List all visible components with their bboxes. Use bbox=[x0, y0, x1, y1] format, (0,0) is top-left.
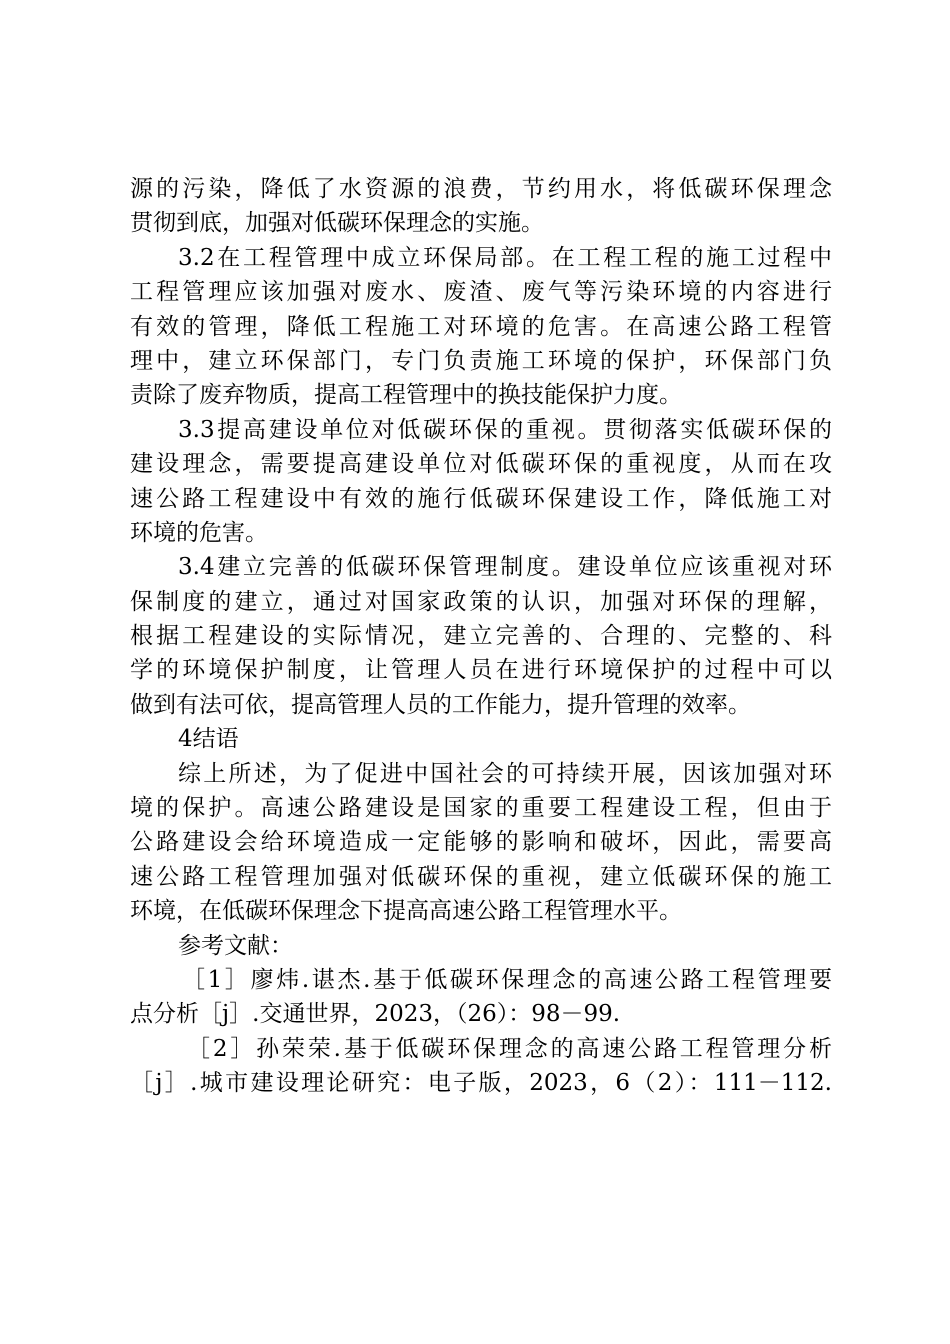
text-line: 根据工程建设的实际情况，建立完善的、合理的、完整的、科 bbox=[130, 623, 832, 650]
text-line: 有效的管理，降低工程施工对环境的危害。在高速公路工程管 bbox=[130, 313, 832, 340]
text-line: 参考文献： bbox=[178, 932, 293, 959]
text-line: 3.2在工程管理中成立环保局部。在工程工程的施工过程中 bbox=[178, 244, 832, 271]
text-line: 环境的危害。 bbox=[130, 519, 268, 546]
reference-item-2 bbox=[130, 1032, 832, 1101]
text-line: 综上所述，为了促进中国社会的可持续开展，因该加强对环 bbox=[178, 760, 832, 787]
text-line: 环境，在低碳环保理念下提高高速公路工程管理水平。 bbox=[130, 898, 682, 925]
text-line: 速公路工程建设中有效的施行低碳环保建设工作，降低施工对 bbox=[130, 485, 832, 512]
text-line: ［j］.城市建设理论研究：电子版，2023，6（2）：111－112. bbox=[130, 1070, 832, 1097]
text-line: ［2］孙荣荣.基于低碳环保理念的高速公路工程管理分析 bbox=[187, 1035, 832, 1062]
text-line: 做到有法可依，提高管理人员的工作能力，提升管理的效率。 bbox=[130, 691, 751, 718]
paragraph-section-3-2 bbox=[130, 241, 832, 413]
text-line: 贯彻到底，加强对低碳环保理念的实施。 bbox=[130, 210, 544, 237]
paragraph-water bbox=[130, 172, 832, 241]
text-line: 保制度的建立，通过对国家政策的认识，加强对环保的理解， bbox=[130, 588, 832, 615]
text-line: 公路建设会给环境造成一定能够的影响和破坏，因此，需要高 bbox=[130, 829, 832, 856]
text-line: 建设理念，需要提高建设单位对低碳环保的重视度，从而在攻 bbox=[130, 451, 832, 478]
text-line: 境的保护。高速公路建设是国家的重要工程建设工程，但由于 bbox=[130, 795, 832, 822]
reference-item-1 bbox=[130, 963, 832, 1032]
text-line: 点分析［j］.交通世界，2023，（26）：98－99. bbox=[130, 1001, 621, 1028]
section-heading-conclusion bbox=[130, 722, 832, 756]
text-line: 3.4建立完善的低碳环保管理制度。建设单位应该重视对环 bbox=[178, 554, 832, 581]
text-line: 4结语 bbox=[178, 726, 239, 753]
text-line: 责除了废弃物质，提高工程管理中的换技能保护力度。 bbox=[130, 382, 682, 409]
paragraph-section-3-4 bbox=[130, 550, 832, 722]
text-line: 学的环境保护制度，让管理人员在进行环境保护的过程中可以 bbox=[130, 657, 832, 684]
text-line: 速公路工程管理加强对低碳环保的重视，建立低碳环保的施工 bbox=[130, 863, 832, 890]
text-line: 3.3提高建设单位对低碳环保的重视。贯彻落实低碳环保的 bbox=[178, 416, 832, 443]
section-heading-references bbox=[130, 929, 832, 963]
text-line: ［1］廖炜.谌杰.基于低碳环保理念的高速公路工程管理要 bbox=[182, 966, 832, 993]
text-line: 源的污染，降低了水资源的浪费，节约用水，将低碳环保理念 bbox=[130, 176, 832, 202]
text-line: 工程管理应该加强对废水、废渣、废气等污染环境的内容进行 bbox=[130, 279, 832, 306]
text-line: 理中，建立环保部门，专门负责施工环境的保护，环保部门负 bbox=[130, 347, 832, 374]
paragraph-section-3-3 bbox=[130, 413, 832, 551]
paragraph-conclusion bbox=[130, 757, 832, 929]
document-body bbox=[130, 172, 832, 1101]
